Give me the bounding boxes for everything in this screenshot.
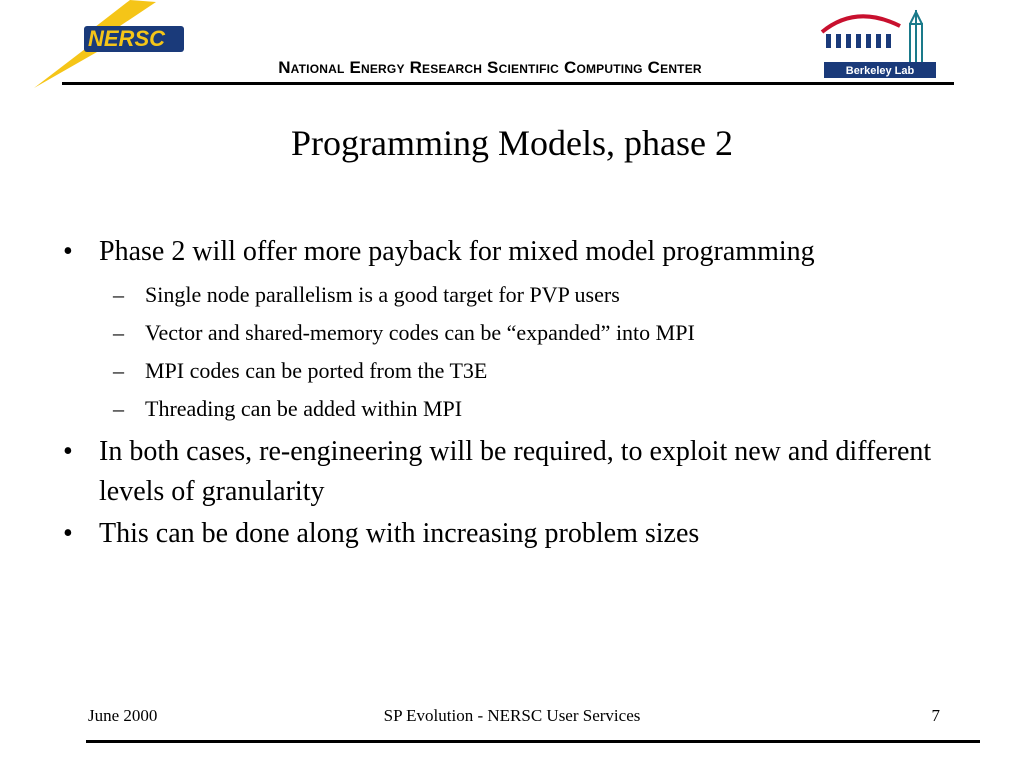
sub-bullet-text: Single node parallelism is a good target for PVP users	[145, 282, 620, 307]
footer-divider	[86, 740, 980, 743]
sub-bullet-marker: –	[113, 396, 124, 421]
sub-bullet-item	[56, 356, 956, 386]
bullet-text: Phase 2 will offer more payback for mixed model programming	[99, 236, 815, 267]
bullet-item	[56, 432, 956, 512]
bullet-text: This can be done along with increasing problem sizes	[99, 518, 700, 549]
sub-bullet-text: Vector and shared-memory codes can be “expanded” into MPI	[145, 320, 695, 345]
bullet-marker: •	[63, 436, 73, 467]
bullet-item	[56, 514, 956, 554]
sub-bullet-item	[56, 280, 956, 310]
bullet-text: In both cases, re-engineering will be required, to exploit new and different levels of granularity	[99, 436, 932, 507]
sub-bullet-item	[56, 394, 956, 424]
header-divider	[62, 82, 954, 85]
sub-bullet-item	[56, 318, 956, 348]
nersc-logo-text: NERSC	[88, 26, 166, 51]
sub-bullet-marker: –	[113, 358, 124, 383]
footer-presentation-title: SP Evolution - NERSC User Services	[383, 706, 641, 725]
sub-bullet-text: Threading can be added within MPI	[145, 396, 463, 421]
sub-bullet-marker: –	[113, 320, 124, 345]
berkeley-building-shape	[826, 34, 891, 48]
berkeley-lab-logo	[818, 4, 946, 82]
slide-title: Programming Models, phase 2	[291, 123, 733, 163]
bullet-list	[56, 232, 956, 556]
footer-date: June 2000	[88, 706, 158, 725]
berkeley-lab-label: Berkeley Lab	[845, 65, 915, 77]
page-number: 7	[931, 706, 940, 725]
berkeley-arch-shape	[822, 16, 900, 32]
sub-bullet-text: MPI codes can be ported from the T3E	[145, 358, 488, 383]
sub-bullet-marker: –	[113, 282, 124, 307]
sub-bullet-list	[56, 280, 956, 424]
bullet-marker: •	[63, 236, 73, 267]
bullet-item	[56, 232, 956, 272]
organization-name: National Energy Research Scientific Computing Center	[278, 58, 702, 77]
berkeley-tower-shape	[910, 10, 922, 66]
nersc-logo	[28, 0, 188, 90]
bullet-marker: •	[63, 518, 73, 549]
